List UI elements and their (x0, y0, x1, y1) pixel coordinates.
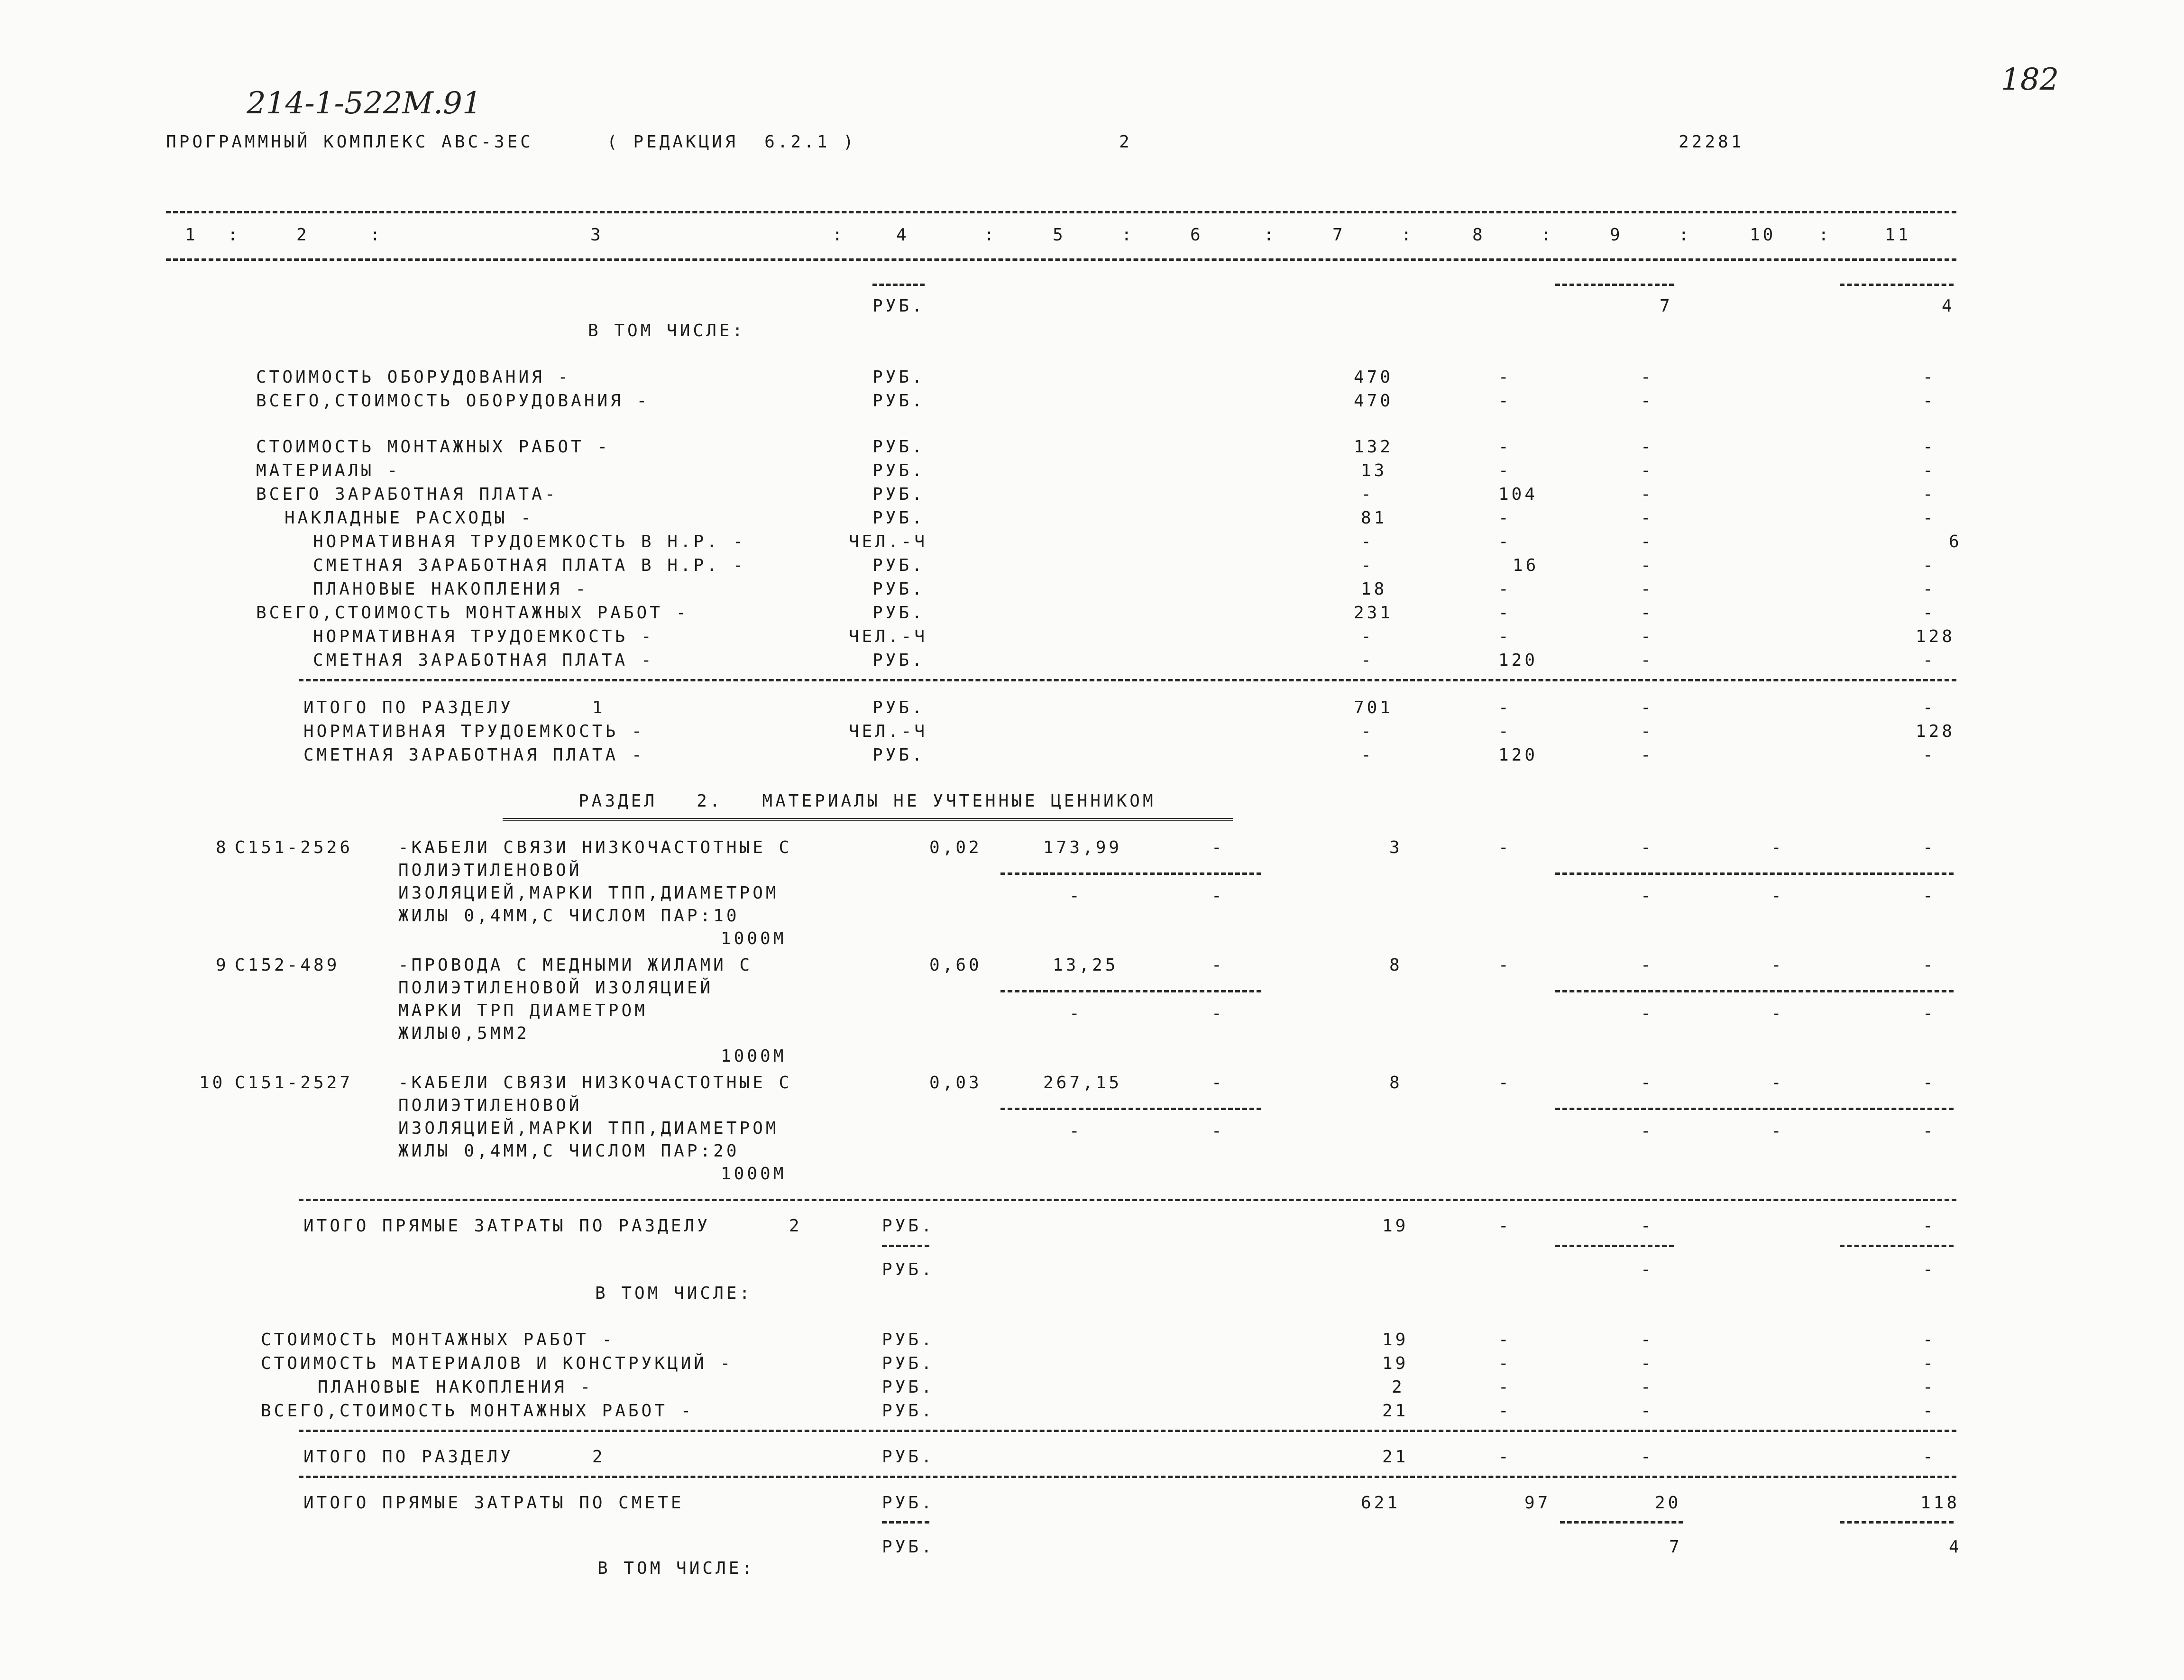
handwritten-page-number: 182 (2001, 62, 2059, 97)
dash: - (1641, 698, 1654, 717)
dash: - (1923, 698, 1936, 717)
dash: - (1641, 461, 1654, 480)
dash: - (1361, 485, 1374, 504)
item-description: -КАБЕЛИ СВЯЗИ НИЗКОЧАСТОТНЫЕ С (398, 1073, 792, 1092)
dash: - (1498, 603, 1512, 623)
dash: - (1923, 461, 1936, 480)
value: 104 (1498, 485, 1538, 504)
dash: - (1641, 556, 1654, 575)
dash: - (1641, 722, 1654, 741)
dash: - (1641, 627, 1654, 646)
row-label: СТОИМОСТЬ ОБОРУДОВАНИЯ - (256, 367, 571, 387)
item-price: 13,25 (1053, 955, 1119, 975)
row-label: МАТЕРИАЛЫ - (256, 461, 401, 480)
row-label: НОРМАТИВНАЯ ТРУДОЕМКОСТЬ - (313, 627, 654, 646)
dash: - (1361, 556, 1374, 575)
value: 118 (1920, 1493, 1960, 1513)
col-7: 7 (1332, 225, 1346, 245)
dash: - (1498, 1377, 1512, 1397)
unit-chel: ЧЕЛ.-Ч (849, 722, 928, 741)
header-program: ПРОГРАММНЫЙ КОМПЛЕКС АВС-3ЕС (166, 132, 533, 152)
row-label: СТОИМОСТЬ МАТЕРИАЛОВ И КОНСТРУКЦИЙ - (261, 1354, 734, 1373)
item-number: 10 (199, 1073, 226, 1092)
dash: - (1641, 579, 1654, 599)
dash: - (1498, 722, 1512, 741)
dash: - (1641, 955, 1654, 975)
value: 6 (1949, 532, 1962, 551)
dash: - (1641, 532, 1654, 551)
value: 20 (1655, 1493, 1681, 1513)
item-number: 9 (216, 955, 229, 975)
value: 701 (1354, 698, 1394, 717)
dash: - (1641, 1447, 1654, 1467)
table-top-rule (166, 211, 1956, 213)
value: 2 (1392, 1377, 1405, 1397)
dash: - (1498, 1216, 1512, 1236)
value: 128 (1916, 722, 1955, 741)
row-label: ПЛАНОВЫЕ НАКОПЛЕНИЯ - (318, 1377, 594, 1397)
row-label: СМЕТНАЯ ЗАРАБОТНАЯ ПЛАТА В Н.Р. - (313, 556, 746, 575)
dash: - (1923, 603, 1936, 623)
item-unit: 1000М (721, 929, 787, 948)
row-label: ВСЕГО,СТОИМОСТЬ ОБОРУДОВАНИЯ - (256, 391, 650, 411)
dash: - (1641, 886, 1654, 906)
value: 231 (1354, 603, 1394, 623)
row-label: СМЕТНАЯ ЗАРАБОТНАЯ ПЛАТА - (303, 745, 645, 765)
header-code: 22281 (1679, 132, 1744, 152)
row-label: ИТОГО ПРЯМЫЕ ЗАТРАТЫ ПО РАЗДЕЛУ 2 (303, 1216, 802, 1236)
item-description: ИЗОЛЯЦИЕЙ,МАРКИ ТПП,ДИАМЕТРОМ (398, 1119, 779, 1138)
dash: - (1498, 1401, 1512, 1421)
dash: - (1069, 1004, 1083, 1023)
dash: - (1498, 461, 1512, 480)
item-unit: 1000М (721, 1047, 787, 1066)
value: 470 (1354, 391, 1394, 411)
dash: - (1923, 1121, 1936, 1141)
dash: - (1641, 1401, 1654, 1421)
item-price: 173,99 (1043, 838, 1122, 857)
item-description: ЖИЛЫ 0,4ММ,С ЧИСЛОМ ПАР:20 (398, 1141, 740, 1161)
row-label: ИТОГО ПО РАЗДЕЛУ 1 (303, 698, 606, 717)
unit-rub: РУБ. (882, 1493, 935, 1513)
value: 13 (1361, 461, 1387, 480)
value: 21 (1382, 1447, 1409, 1467)
col-3: 3 (590, 225, 604, 245)
row-label: СТОИМОСТЬ МОНТАЖНЫХ РАБОТ - (261, 1330, 615, 1350)
item-total: 3 (1389, 838, 1403, 857)
dash: - (1641, 367, 1654, 387)
unit-rub: РУБ. (882, 1401, 935, 1421)
unit-rub: РУБ. (872, 367, 925, 387)
dash: - (1923, 1004, 1936, 1023)
dash: - (1641, 1121, 1654, 1141)
dash: - (1641, 391, 1654, 411)
v-tom-chisle-heading: В ТОМ ЧИСЛЕ: (595, 1284, 753, 1303)
row-label: НАКЛАДНЫЕ РАСХОДЫ - (284, 508, 534, 528)
item-total: 8 (1389, 1073, 1403, 1092)
unit-rub: РУБ. (872, 651, 925, 670)
item-code: С151-2526 (235, 838, 353, 857)
top-c9: 7 (1660, 296, 1673, 316)
value: 120 (1498, 651, 1538, 670)
value: 19 (1382, 1330, 1409, 1350)
header-bottom-rule (166, 258, 1956, 261)
dash: - (1923, 1377, 1936, 1397)
dash: - (1923, 651, 1936, 670)
dash: - (1361, 745, 1374, 765)
unit-chel: ЧЕЛ.-Ч (849, 627, 928, 646)
dash: - (1771, 1073, 1784, 1092)
row-label: СТОИМОСТЬ МОНТАЖНЫХ РАБОТ - (256, 437, 611, 457)
dash: - (1211, 1121, 1225, 1141)
value: 621 (1361, 1493, 1401, 1513)
dash: - (1771, 1121, 1784, 1141)
section-2-title: РАЗДЕЛ 2. МАТЕРИАЛЫ НЕ УЧТЕННЫЕ ЦЕННИКОМ (578, 791, 1156, 811)
dash: - (1923, 1401, 1936, 1421)
value: 81 (1361, 508, 1387, 528)
item-description: ПОЛИЭТИЛЕНОВОЙ (398, 861, 582, 880)
col-9: 9 (1610, 225, 1623, 245)
item-price: 267,15 (1043, 1073, 1122, 1092)
dash: - (1923, 556, 1936, 575)
row-label: СМЕТНАЯ ЗАРАБОТНАЯ ПЛАТА - (313, 651, 654, 670)
item-number: 8 (216, 838, 229, 857)
dash: - (1641, 651, 1654, 670)
dash: - (1641, 1216, 1654, 1236)
dash: - (1641, 603, 1654, 623)
unit-rub: РУБ. (872, 698, 925, 717)
unit-rub: РУБ. (872, 391, 925, 411)
unit-rub: РУБ. (882, 1537, 935, 1557)
unit-rub: РУБ. (882, 1330, 935, 1350)
dash: - (1641, 1073, 1654, 1092)
dash: - (1771, 886, 1784, 906)
item-qty: 0,02 (929, 838, 982, 857)
dash: - (1923, 508, 1936, 528)
dash: - (1641, 437, 1654, 457)
v-tom-chisle-heading: В ТОМ ЧИСЛЕ: (597, 1559, 755, 1578)
unit-rub: РУБ. (872, 603, 925, 623)
item-code: С152-489 (235, 955, 340, 975)
dash: - (1923, 1447, 1936, 1467)
dash: - (1923, 367, 1936, 387)
unit-rub: РУБ. (882, 1377, 935, 1397)
row-label: ИТОГО ПРЯМЫЕ ЗАТРАТЫ ПО СМЕТЕ (303, 1493, 684, 1513)
col-5: 5 (1053, 225, 1066, 245)
value: 4 (1949, 1537, 1962, 1557)
item-qty: 0,03 (929, 1073, 982, 1092)
dash: - (1923, 1354, 1936, 1373)
dash: - (1211, 955, 1225, 975)
value: 19 (1382, 1354, 1409, 1373)
value: 19 (1382, 1216, 1409, 1236)
dash: - (1211, 1073, 1225, 1092)
dash: - (1498, 579, 1512, 599)
handwritten-document-code: 214-1-522М.91 (247, 86, 482, 121)
dash: - (1771, 838, 1784, 857)
dash: - (1498, 437, 1512, 457)
row-label: НОРМАТИВНАЯ ТРУДОЕМКОСТЬ - (303, 722, 645, 741)
unit-rub: РУБ. (872, 437, 925, 457)
section-2-title-rule (503, 818, 1233, 821)
dash: - (1498, 1073, 1512, 1092)
value: 128 (1916, 627, 1955, 646)
dash: - (1641, 1260, 1654, 1279)
dash: - (1641, 1004, 1654, 1023)
col-6: 6 (1190, 225, 1203, 245)
unit-rub: РУБ. (882, 1260, 935, 1279)
item-total: 8 (1389, 955, 1403, 975)
dash: - (1923, 1330, 1936, 1350)
dash: - (1069, 1121, 1083, 1141)
dash: - (1498, 1354, 1512, 1373)
item-unit: 1000М (721, 1164, 787, 1184)
unit-chel: ЧЕЛ.-Ч (849, 532, 928, 551)
dash: - (1923, 485, 1936, 504)
dash: - (1361, 651, 1374, 670)
dash: - (1498, 508, 1512, 528)
row-label: ПЛАНОВЫЕ НАКОПЛЕНИЯ - (313, 579, 589, 599)
dash: - (1923, 1216, 1936, 1236)
unit-rub: РУБ. (872, 508, 925, 528)
dash: - (1498, 532, 1512, 551)
dash: - (1498, 627, 1512, 646)
col-4: 4 (896, 225, 909, 245)
value: 16 (1513, 556, 1539, 575)
dash: - (1923, 437, 1936, 457)
item-qty: 0,60 (929, 955, 982, 975)
item-description: -КАБЕЛИ СВЯЗИ НИЗКОЧАСТОТНЫЕ С (398, 838, 792, 857)
unit-rub: РУБ. (882, 1216, 935, 1236)
col-2: 2 (296, 225, 310, 245)
value: 18 (1361, 579, 1387, 599)
dash: - (1923, 579, 1936, 599)
dash: - (1069, 886, 1083, 906)
row-label: ВСЕГО,СТОИМОСТЬ МОНТАЖНЫХ РАБОТ - (261, 1401, 694, 1421)
dash: - (1361, 722, 1374, 741)
dash: - (1498, 698, 1512, 717)
header-sheet: 2 (1119, 132, 1132, 152)
value: 7 (1669, 1537, 1682, 1557)
unit-rub: РУБ. (872, 485, 925, 504)
unit-rub: РУБ. (882, 1447, 935, 1467)
value: 120 (1498, 745, 1538, 765)
item-code: С151-2527 (235, 1073, 353, 1092)
dash: - (1498, 391, 1512, 411)
dash: - (1498, 838, 1512, 857)
dash: - (1641, 1377, 1654, 1397)
row-label: ИТОГО ПО РАЗДЕЛУ 2 (303, 1447, 606, 1467)
dash: - (1923, 1260, 1936, 1279)
dash: - (1361, 532, 1374, 551)
section-2-rule (299, 1199, 1956, 1201)
dash: - (1641, 485, 1654, 504)
row-label: ВСЕГО,СТОИМОСТЬ МОНТАЖНЫХ РАБОТ - (256, 603, 689, 623)
dash: - (1641, 1354, 1654, 1373)
dash: - (1923, 955, 1936, 975)
dash: - (1923, 838, 1936, 857)
dash: - (1211, 886, 1225, 906)
dash: - (1498, 367, 1512, 387)
value: 97 (1524, 1493, 1551, 1513)
col-10: 10 (1750, 225, 1776, 245)
section-1-rule (299, 679, 1956, 681)
unit-rub: РУБ. (872, 745, 925, 765)
item-description: ПОЛИЭТИЛЕНОВОЙ ИЗОЛЯЦИЕЙ (398, 978, 714, 998)
header-edition: ( РЕДАКЦИЯ 6.2.1 ) (607, 132, 856, 152)
dash: - (1641, 508, 1654, 528)
item-description: МАРКИ ТРП ДИАМЕТРОМ (398, 1001, 648, 1020)
col-8: 8 (1472, 225, 1486, 245)
value: 21 (1382, 1401, 1409, 1421)
dash: - (1923, 886, 1936, 906)
dash: - (1211, 838, 1225, 857)
unit-rub: РУБ. (872, 579, 925, 599)
dash: - (1641, 745, 1654, 765)
dash: - (1211, 1004, 1225, 1023)
dash: - (1498, 1447, 1512, 1467)
item-description: ИЗОЛЯЦИЕЙ,МАРКИ ТПП,ДИАМЕТРОМ (398, 883, 779, 903)
value: 132 (1354, 437, 1394, 457)
v-tom-chisle-heading: В ТОМ ЧИСЛЕ: (588, 321, 746, 340)
value: 470 (1354, 367, 1394, 387)
dash: - (1923, 391, 1936, 411)
item-description: ЖИЛЫ0,5ММ2 (398, 1024, 530, 1043)
unit-rub: РУБ. (872, 461, 925, 480)
row-label: НОРМАТИВНАЯ ТРУДОЕМКОСТЬ В Н.Р. - (313, 532, 746, 551)
dash: - (1498, 1330, 1512, 1350)
unit-rub: РУБ. (882, 1354, 935, 1373)
unit-rub: РУБ. (872, 296, 925, 316)
item-description: -ПРОВОДА С МЕДНЫМИ ЖИЛАМИ С (398, 955, 753, 975)
dash: - (1771, 955, 1784, 975)
dash: - (1641, 838, 1654, 857)
dash: - (1923, 745, 1936, 765)
item-description: ПОЛИЭТИЛЕНОВОЙ (398, 1096, 582, 1115)
dash: - (1923, 1073, 1936, 1092)
row-label: ВСЕГО ЗАРАБОТНАЯ ПЛАТА- (256, 485, 558, 504)
dash: - (1361, 627, 1374, 646)
dash: - (1771, 1004, 1784, 1023)
col-1: 1 (185, 225, 198, 245)
unit-rub: РУБ. (872, 556, 925, 575)
item-description: ЖИЛЫ 0,4ММ,С ЧИСЛОМ ПАР:10 (398, 906, 740, 926)
col-11: 11 (1885, 225, 1911, 245)
dash: - (1498, 955, 1512, 975)
dash: - (1641, 1330, 1654, 1350)
top-c11: 4 (1942, 296, 1955, 316)
